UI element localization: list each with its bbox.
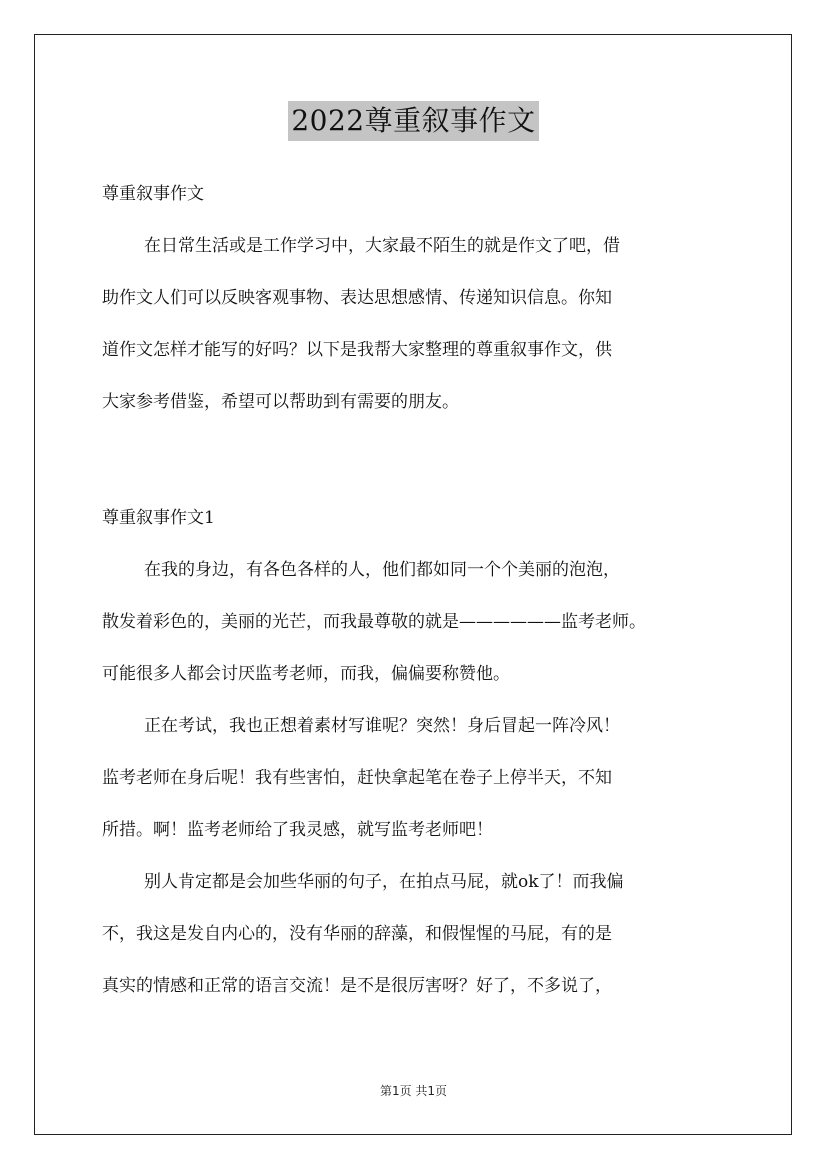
section1-paragraph-2 [102, 700, 742, 856]
document-title: 2022尊重叙事作文 [288, 101, 538, 141]
paragraph-line: 正在考试，我也正想着素材写谁呢？突然！身后冒起一阵冷风！ [144, 716, 620, 736]
intro-line: 道作文怎样才能写的好吗？以下是我帮大家整理的尊重叙事作文，供 [102, 340, 612, 360]
intro-paragraph [102, 220, 742, 428]
section1-paragraph-3 [102, 856, 742, 1012]
paragraph-line: 散发着彩色的，美丽的光芒，而我最尊敬的就是——————监考老师。 [102, 612, 646, 632]
paragraph-line: 可能很多人都会讨厌监考老师，而我，偏偏要称赞他。 [102, 664, 510, 684]
paragraph-line: 所措。啊！监考老师给了我灵感，就写监考老师吧！ [102, 820, 493, 840]
intro-line: 助作文人们可以反映客观事物、表达思想感情、传递知识信息。你知 [102, 288, 612, 308]
intro-line: 在日常生活或是工作学习中，大家最不陌生的就是作文了吧，借 [144, 236, 620, 256]
paragraph-line: 监考老师在身后呢！我有些害怕，赶快拿起笔在卷子上停半天，不知 [102, 768, 612, 788]
document-body [102, 168, 742, 1012]
section1-paragraph-1 [102, 544, 742, 700]
intro-line: 大家参考借鉴，希望可以帮助到有需要的朋友。 [102, 392, 459, 412]
paragraph-line: 真实的情感和正常的语言交流！是不是很厉害呀？好了，不多说了， [102, 976, 612, 996]
paragraph-line: 不，我这是发自内心的，没有华丽的辞藻，和假惺惺的马屁，有的是 [102, 924, 612, 944]
paragraph-line: 在我的身边，有各色各样的人，他们都如同一个个美丽的泡泡， [144, 560, 620, 580]
section1-heading: 尊重叙事作文1 [102, 508, 215, 528]
subtitle: 尊重叙事作文 [102, 184, 204, 204]
section-gap [102, 428, 742, 492]
paragraph-line: 别人肯定都是会加些华丽的句子，在拍点马屁，就ok了！而我偏 [144, 872, 624, 892]
page-footer: 第1页 共1页 [379, 1084, 448, 1098]
title-wrap [0, 101, 827, 141]
